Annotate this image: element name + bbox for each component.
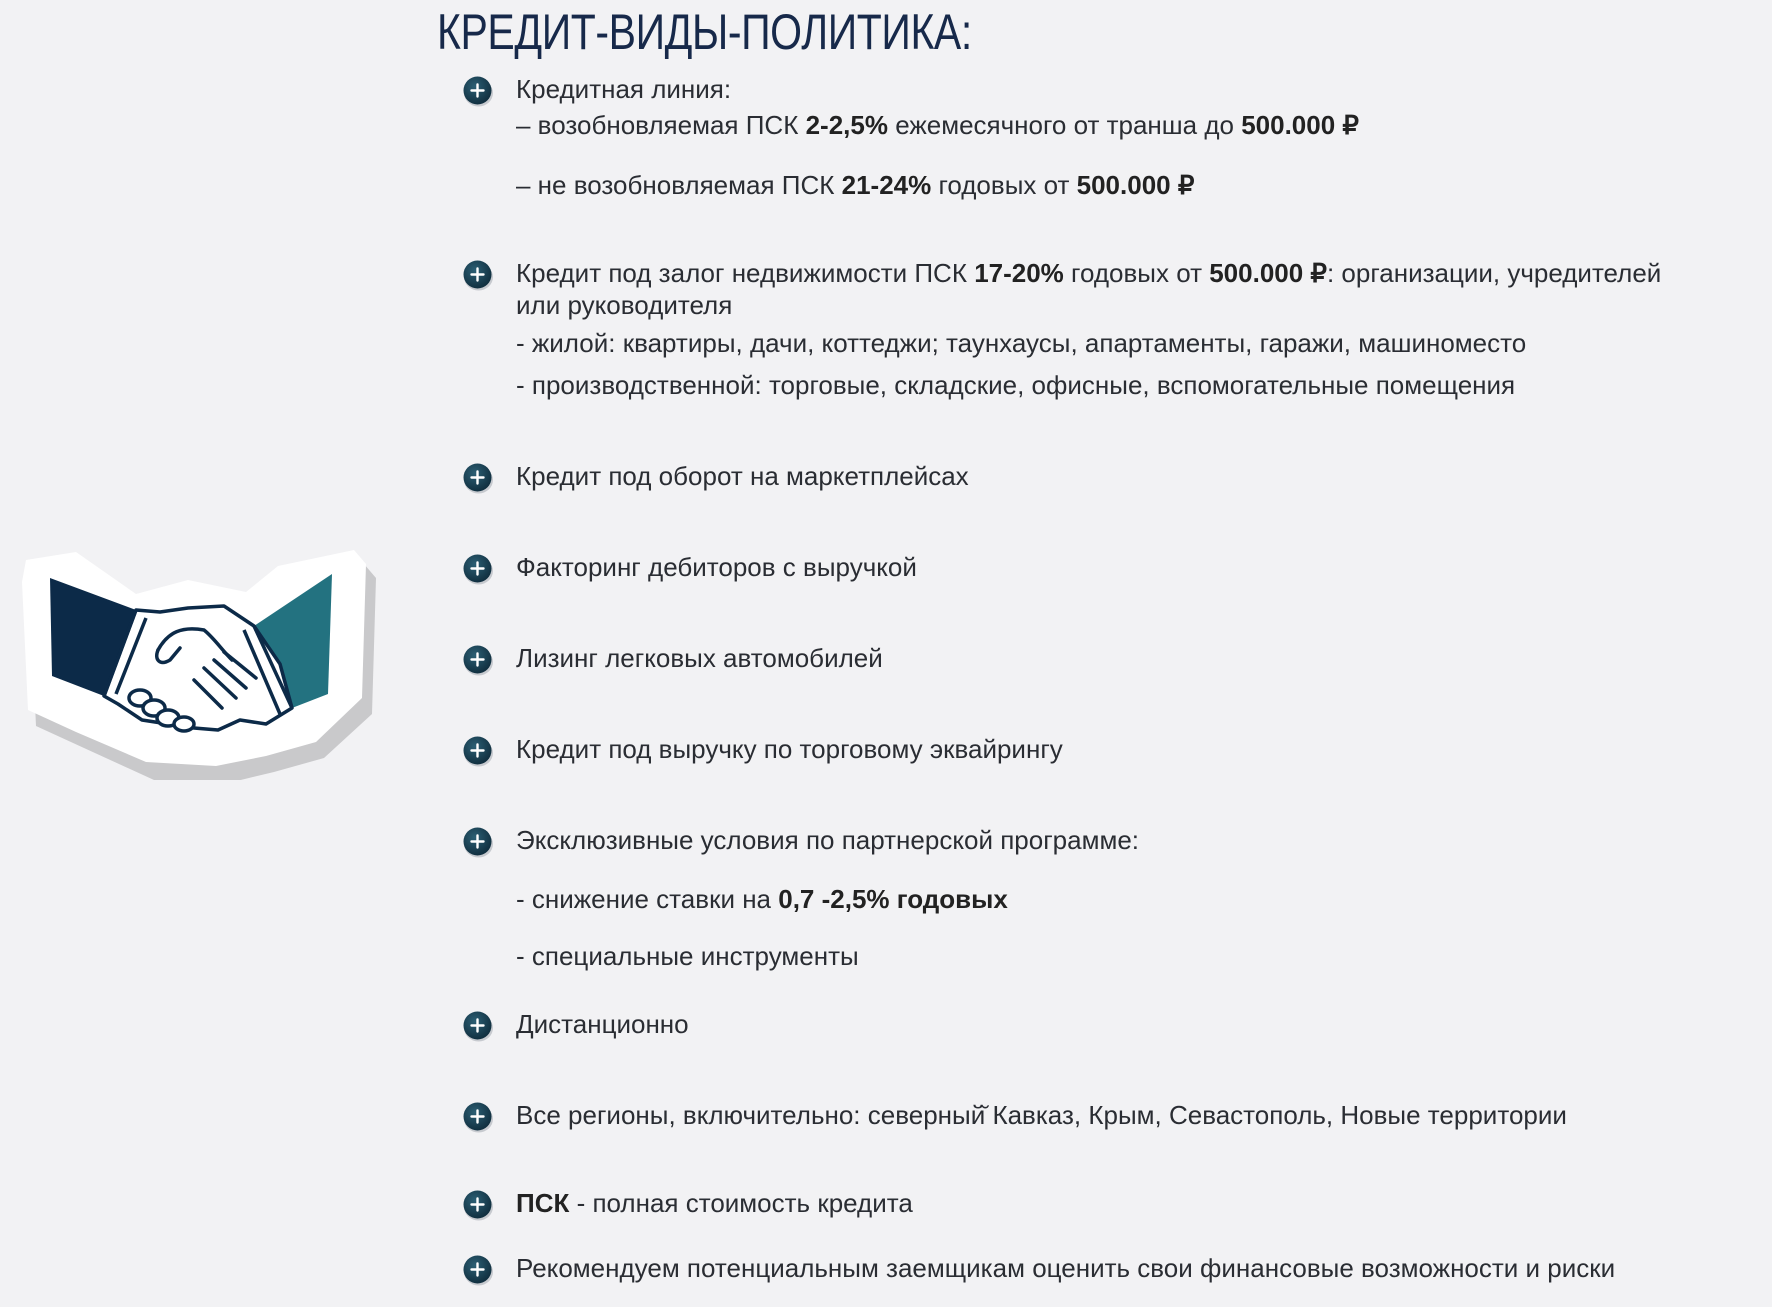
list-item [516,733,1716,765]
item-detail: - снижение ставки на 0,7 -2,5% годовых [516,884,1008,914]
item-detail: – возобновляемая ПСК 2-2,5% ежемесячного от транша до 500.000 ₽ [516,110,1359,140]
item-label: Лизинг легковых автомобилей [516,643,883,673]
list-item [516,551,1716,583]
item-label: Кредит под залог недвижимости ПСК 17-20% годовых от 500.000 ₽: организации, учредителей [516,258,1662,288]
plus-circle-icon [462,553,494,585]
item-detail: – не возобновляемая ПСК 21-24% годовых от 500.000 ₽ [516,170,1195,200]
plus-circle-icon [462,1010,494,1042]
item-label: ПСК - полная стоимость кредита [516,1188,913,1218]
item-label-continued: или руководителя [516,290,733,320]
plus-circle-icon [462,735,494,767]
item-label: Дистанционно [516,1009,689,1039]
handshake-icon [18,548,378,780]
list-item [516,1187,1716,1219]
list-item [516,257,1716,400]
list-item [516,460,1716,492]
list-item [516,1008,1716,1040]
list-item [516,1099,1716,1131]
item-label: Все регионы, включительно: северный̆ Кавказ, Крым, Севастополь, Новые территории [516,1100,1567,1130]
item-detail: - специальные инструменты [516,941,859,971]
plus-circle-icon [462,462,494,494]
plus-circle-icon [462,259,494,291]
list-item [516,824,1716,971]
list-item [516,1252,1716,1284]
item-label: Рекомендуем потенциальным заемщикам оценить свои финансовые возможности и риски [516,1253,1616,1283]
item-label: Кредитная линия: [516,74,732,104]
item-label: Факторинг дебиторов с выручкой [516,552,917,582]
list-item [516,73,1716,200]
plus-circle-icon [462,826,494,858]
item-label: Кредит под оборот на маркетплейсах [516,461,969,491]
plus-circle-icon [462,644,494,676]
plus-circle-icon [462,75,494,107]
item-label: Кредит под выручку по торговому эквайрингу [516,734,1063,764]
plus-circle-icon [462,1254,494,1286]
item-label: Эксклюзивные условия по партнерской программе: [516,825,1140,855]
item-detail: - производственной: торговые, складские, офисные, вспомогательные помещения [516,370,1516,400]
page-title: КРЕДИТ-ВИДЫ-ПОЛИТИКА: [437,4,972,60]
plus-circle-icon [462,1101,494,1133]
item-detail: - жилой: квартиры, дачи, коттеджи; таунхаусы, апартаменты, гаражи, машиноместо [516,328,1527,358]
plus-circle-icon [462,1189,494,1221]
list-item [516,642,1716,674]
